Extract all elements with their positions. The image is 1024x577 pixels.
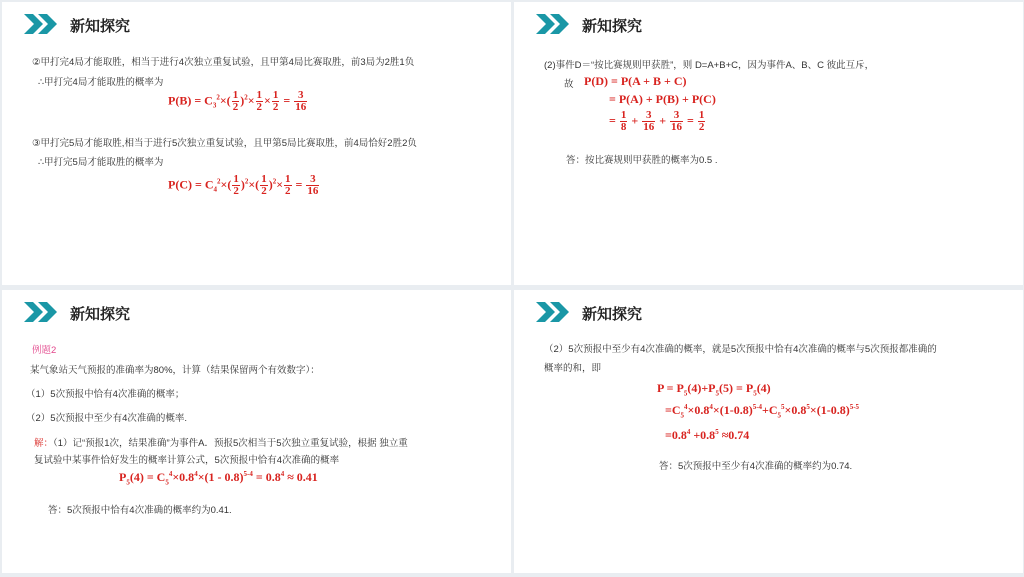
formula-pd-2: = P(A) + P(B) + P(C) xyxy=(609,92,716,106)
formula-pb: $P(B) = C_3^2\times$( $\frac{1}{2}$ )$^2$× $\frac{1}{2}$ × $\frac{1}{2}$ = $\frac{3}{16}$ xyxy=(168,89,307,113)
header-title: 新知探究 xyxy=(70,306,131,323)
solution-line xyxy=(34,435,408,449)
example-label: 例题2 xyxy=(32,345,57,356)
header-title: 新知探究 xyxy=(582,18,643,35)
formula-pc: $P(C) = C_4^2\times$( $\frac{1}{2}$ )$^2$×( $\frac{1}{2}$ )$^2$× $\frac{1}{2}$ = $\frac{3}{16}$ xyxy=(168,173,319,197)
formula-p-1: $P = P_5(4)+P_5(5) = P_5(4)$ xyxy=(657,381,771,398)
double-chevron-icon xyxy=(24,302,60,322)
text-line: 故 xyxy=(564,79,574,90)
double-chevron-icon xyxy=(536,302,572,322)
answer-text: 答：5次预报中恰有4次准确的概率约为0.41. xyxy=(48,505,232,516)
double-chevron-icon xyxy=(536,14,572,34)
slide-panel-4 xyxy=(514,290,1023,573)
slide-panel-3 xyxy=(2,290,511,573)
slide-panel-2 xyxy=(514,2,1023,285)
solution-label: 解： xyxy=(34,438,54,449)
text-line: (2)事件D＝“按比赛规则甲获胜”，则 D=A+B+C，因为事件A、B、C 彼此互斥， xyxy=(544,60,875,71)
text-line: 复试验中某事件恰好发生的概率计算公式，5次预报中恰有4次准确的概率 xyxy=(34,455,340,466)
text-line: 概率的和，即 xyxy=(544,363,602,374)
formula-p-3: $=0.8^4 +0.8^5 \approx 0.74$ xyxy=(665,428,750,442)
solution-text: （1）记“预报1次，结果准确”为事件A．预报5次相当于5次独立重复试验，根据 独立重 xyxy=(53,438,408,449)
text-line: ∴甲打完4局才能取胜的概率为 xyxy=(38,77,164,88)
text-line: ∴甲打完5局才能取胜的概率为 xyxy=(38,157,164,168)
text-line: ②甲打完4局才能取胜，相当于进行4次独立重复试验，且甲第4局比赛取胜，前3局为2胜1负 xyxy=(32,57,415,68)
slide-panel-1 xyxy=(2,2,511,285)
answer-text: 答：5次预报中至少有4次准确的概率约为0.74. xyxy=(659,461,853,472)
double-chevron-icon xyxy=(24,14,60,34)
header-title: 新知探究 xyxy=(70,18,131,35)
header-title: 新知探究 xyxy=(582,306,643,323)
text-line: ③甲打完5局才能取胜,相当于进行5次独立重复试验，且甲第5局比赛取胜，前4局恰好2胜2负 xyxy=(32,138,417,149)
formula-p5-4: $P_5(4) = C_5^4\times 0.8^4\times(1 - 0.8)^{5-4} = 0.8^4 \approx 0.41$ xyxy=(119,470,318,487)
text-line: （1）5次预报中恰有4次准确的概率； xyxy=(26,389,185,400)
text-line: 某气象站天气预报的准确率为80%，计算（结果保留两个有效数字）： xyxy=(30,365,320,376)
formula-pd-3: = $\frac{1}{8}$ + $\frac{3}{16}$ + $\frac{3}{16}$ = $\frac{1}{2}$ xyxy=(609,109,705,133)
formula-p-2: $=C_5^4\times 0.8^4\times(1-0.8)^{5-4}+C_5^5\times 0.8^5\times(1-0.8)^{5-5}$ xyxy=(665,403,860,420)
text-line: （2）5次预报中至少有4次准确的概率. xyxy=(26,413,187,424)
text-line: （2）5次预报中至少有4次准确的概率，就是5次预报中恰有4次准确的概率与5次预报都准确的 xyxy=(544,344,937,355)
formula-pd-1: P(D) = P(A + B + C) xyxy=(584,74,687,88)
answer-text: 答：按比赛规则甲获胜的概率为0.5 . xyxy=(566,155,718,166)
